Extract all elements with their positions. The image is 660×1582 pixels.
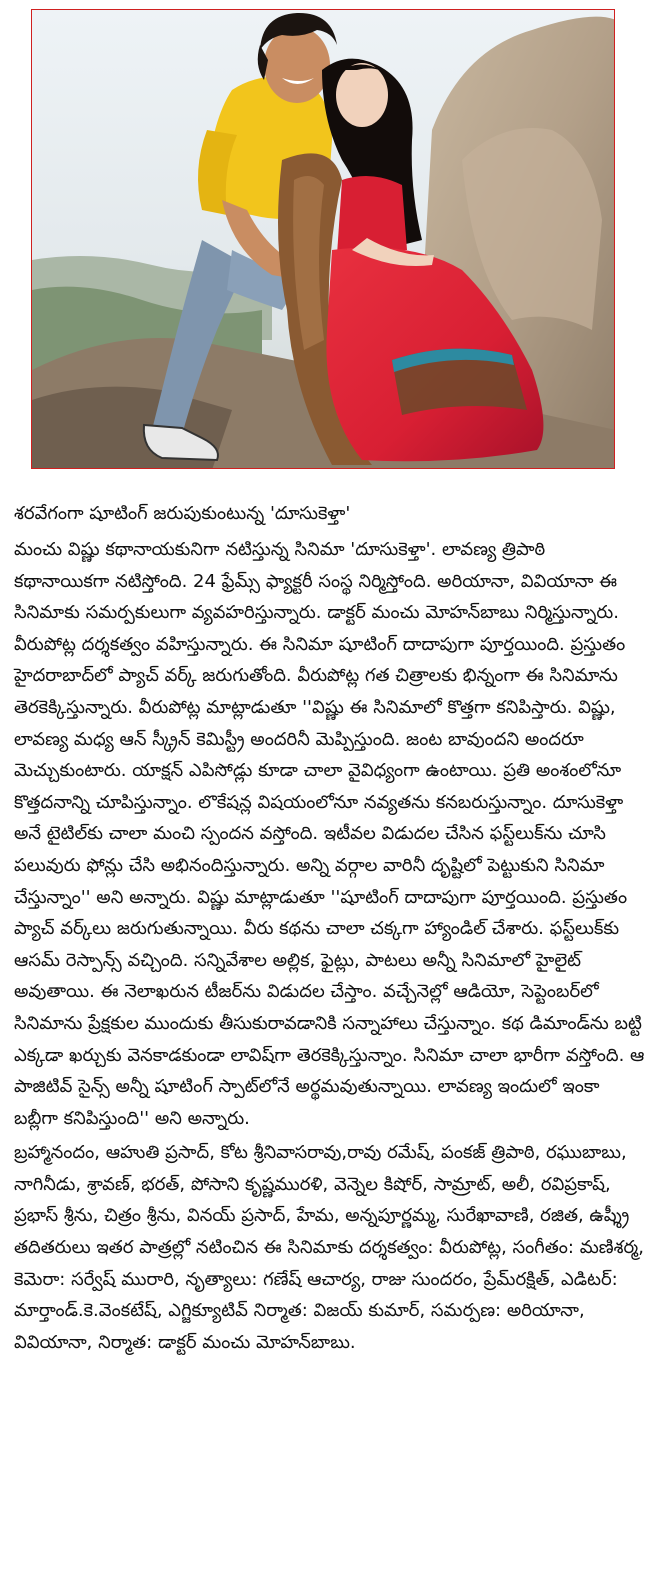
movie-still-photo [31,9,615,469]
couple-photo-illustration [32,10,615,469]
article-paragraph: మంచు విష్ణు కథానాయకునిగా నటిస్తున్న సినిమా 'దూసుకెళ్తా'. లావణ్య త్రిపాఠి కథానాయికగా నటిస్తోంది. 24 ఫ్రేమ్స్ ఫ్యాక్టరీ సంస్థ నిర్మిస్తోంది. అరియానా, వివియానా ఈ సినిమాకు సమర్పకులుగా వ్యవహరిస్తున్నారు. డాక్టర్ మంచు మోహన్‌బాబు నిర్మిస్తున్నారు. వీరుపోట్ల దర్శకత్వం వహిస్తున్నారు. ఈ సినిమా షూటింగ్ దాదాపుగా పూర్తయింది. ప్రస్తుతం హైదరాబాద్‌లో ప్యాచ్ వర్క్ జరుగుతోంది. వీరుపోట్ల గత చిత్రాలకు భిన్నంగా ఈ సినిమాను తెరకెక్కిస్తున్నారు. వీరుపోట్ల మాట్లాడుతూ ''విష్ణు ఈ సినిమాలో కొత్తగా కనిపిస్తారు. విష్ణు, లావణ్య మధ్య ఆన్ స్క్రీన్ కెమిస్ట్రీ అందరినీ మెప్పిస్తుంది. జంట బావుందని అందరూ మెచ్చుకుంటారు. యాక్షన్ ఎపిసోడ్లు కూడా చాలా వైవిధ్యంగా ఉంటాయి. ప్రతి అంశంలోనూ కొత్తదనాన్ని చూపిస్తున్నాం. లొకేషన్ల విషయంలోనూ నవ్యతను కనబరుస్తున్నాం. దూసుకెళ్తా అనే టైటిల్‌కు చాలా మంచి స్పందన వస్తోంది. ఇటీవల విడుదల చేసిన ఫస్ట్‌లుక్‌ను చూసి పలువురు ఫోన్లు చేసి అభినందిస్తున్నారు. అన్ని వర్గాల వారినీ దృష్టిలో పెట్టుకుని సినిమా చేస్తున్నాం'' అని అన్నారు. విష్ణు మాట్లాడుతూ ''షూటింగ్ దాదాపుగా పూర్తయింది. ప్రస్తుతం ప్యాచ్ వర్క్‌లు జరుగుతున్నాయి. వీరు కథను చాలా చక్కగా హ్యాండిల్ చేశారు. ఫస్ట్‌లుక్‌కు ఆసమ్ రెస్పాన్స్ వచ్చింది. సన్నివేశాల అల్లిక, ఫైట్లు, పాటలు అన్నీ సినిమాలో హైలైట్ అవుతాయి. ఈ నెలాఖరున టీజర్‌ను విడుదల చేస్తాం. వచ్చేనెల్లో ఆడియో, సెప్టెంబర్‌లో సినిమాను ప్రేక్షకుల ముందుకు తీసుకురావడానికి సన్నాహాలు చేస్తున్నాం. కథ డిమాండ్‌ను బట్టి ఎక్కడా ఖర్చుకు వెనకాడకుండా లావిష్‌గా తెరకెక్కిస్తున్నాం. సినిమా చాలా భారీగా వస్తోంది. ఆ పాజిటివ్ సైన్స్ అన్నీ షూటింగ్ స్పాట్‌లోనే అర్థమవుతున్నాయి. లావణ్య ఇందులో ఇంకా బబ్లీగా కనిపిస్తుంది'' అని అన్నారు. [14,539,645,1129]
article-title: శరవేగంగా షూటింగ్ జరుపుకుంటున్న 'దూసుకెళ్తా' [14,503,351,524]
article [14,500,646,1358]
article-paragraph: బ్రహ్మానందం, ఆహుతి ప్రసాద్, కోట శ్రీనివాసరావు,రావు రమేష్, పంకజ్ త్రిపాఠి, రఘుబాబు, నాగినీడు, శ్రావణ్, భరత్, పోసాని కృష్ణమురళి, వెన్నెల కిషోర్, సామ్రాట్, అలీ, రవిప్రకాష్, ప్రభాస్ శ్రీను, చిత్రం శ్రీను, వినయ్ ప్రసాద్, హేమ, అన్నపూర్ణమ్మ, సురేఖావాణి, రజిత, ఉష్శ్రీ తదితరులు ఇతర పాత్రల్లో నటించిన ఈ సినిమాకు దర్శకత్వం: వీరుపోట్ల, సంగీతం: మణిశర్మ, కెమెరా: సర్వేష్ మురారి, నృత్యాలు: గణేష్ ఆచార్య, రాజు సుందరం, ప్రేమ్‌రక్షిత్, ఎడిటర్: మార్తాండ్.కె.వెంకటేష్, ఎగ్జిక్యూటివ్ నిర్మాత: విజయ్ కుమార్, సమర్పణ: అరియానా, వివియానా, నిర్మాత: డాక్టర్ మంచు మోహన్‌బాబు. [14,1142,644,1353]
